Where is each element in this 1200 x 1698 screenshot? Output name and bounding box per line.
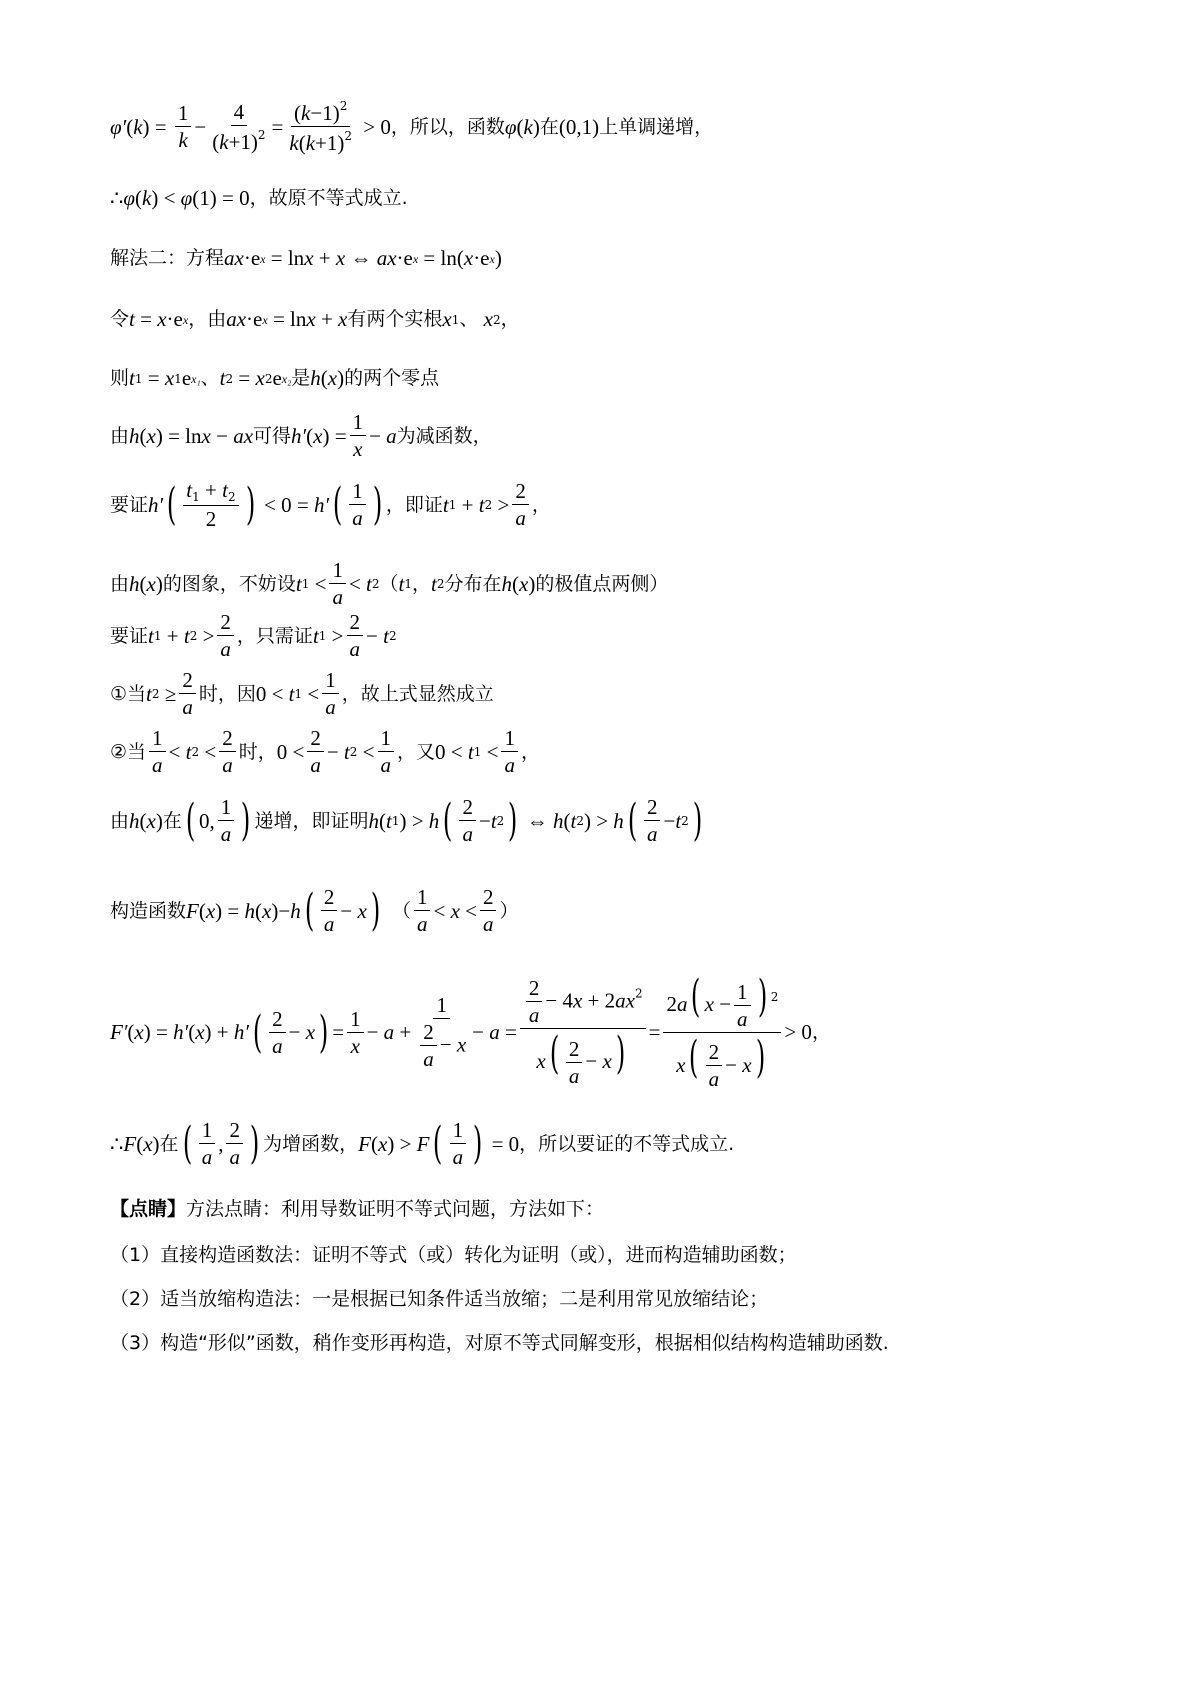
text-fragment: ①当 — [110, 682, 147, 705]
let-t-line: 令 t = x ·e x ，由 ax ·e x = ln x + x 有两个实根 x 1 、 x 2 ， — [110, 307, 520, 331]
text-fragment: 为增函数， — [263, 1132, 359, 1155]
text-fragment: 在 — [159, 1132, 179, 1155]
derivative-phi-line: φ′ ( k ) = $\frac{1}{k}$ − $\frac{4}{(k+1)^2}$ = $\frac{(k-1)^2}{k(k+1)^2}$ > 0 ，所以，函数 φ ( k ) 在 ( 0,1 ) 上单调递增， — [110, 99, 714, 155]
text-fragment: 有两个实根 — [347, 308, 443, 330]
method-two-line: 解法二：方程 ax ·e x = ln x + x ⇔ ax ·e x = ln ( x ·e x ) — [110, 246, 502, 270]
tip-item-3 — [110, 1334, 889, 1353]
final-line: ∴ F ( x ) 在 ( $\frac{1}{a}$ , $\frac{2}{a}$ ) 为增函数， F ( x ) > F ( $\frac{1}{a}$ ) = 0 ，所以要证的不等式成立. — [110, 1118, 735, 1169]
case-two-line: ②当 $\frac{1}{a}$ < t 2 < $\frac{2}{a}$ 时， 0 < $\frac{2}{a}$ − t 2 < $\frac{1}{a}$ ，又 0 < t 1 < $\frac{1}{a}$ ， — [110, 726, 540, 777]
tip-item-2 — [110, 1290, 768, 1309]
tip-heading — [110, 1200, 604, 1219]
assume-line: 由 h ( x ) 的图象，不妨设 t 1 < $\frac{1}{a}$ < t 2 （ t 1 ， t 2 分布在 h ( x ) 的极值点两侧） — [110, 558, 669, 609]
text-fragment: ，只需证 — [236, 624, 313, 647]
text-fragment: ） — [499, 899, 519, 922]
text-fragment: 构造函数 — [110, 899, 187, 922]
suffice-line: 要证 t 1 + t 2 > $\frac{2}{a}$ ，只需证 t 1 > $\frac{2}{a}$ − t 2 — [110, 610, 397, 661]
text-fragment: 分布在 — [444, 572, 502, 595]
increasing-line: 由 h ( x ) 在 ( 0, $\frac{1}{a}$ ) 递增，即证明 h ( t 1 ) > h ( $\frac{2}{a}$ − t 2 ) ⇔ h ( t 2 ) > h ( $\frac{2}{a}$ − t 2 ) — [110, 795, 703, 846]
text-fragment: ，所以要证的不等式成立. — [519, 1132, 735, 1155]
text-fragment: 、 — [459, 308, 479, 330]
text-fragment: ，又 — [397, 740, 436, 763]
tip-text: 方法点睛：利用导数证明不等式问题，方法如下： — [186, 1198, 605, 1220]
text-fragment: 在 — [162, 809, 182, 832]
h-derivative-line: 由 h ( x ) = ln x − ax 可得 h′ ( x ) = $\frac{1}{x}$ − a 为减函数， — [110, 410, 492, 461]
text-fragment: 的图象，不妨设 — [162, 572, 296, 595]
conclusion-line: ∴ φ ( k ) < φ ( 1 ) = 0 ，故原不等式成立. — [110, 186, 408, 210]
text-fragment: 由 — [110, 424, 130, 447]
text-fragment: 要证 — [110, 624, 149, 647]
tip-item-text: （1）直接构造函数法：证明不等式（或）转化为证明（或），进而构造辅助函数； — [110, 1244, 797, 1266]
tip-item-text: （2）适当放缩构造法：一是根据已知条件适当放缩；二是利用常见放缩结论； — [110, 1288, 769, 1310]
text-fragment: 是 — [291, 367, 311, 389]
text-fragment: 递增，即证明 — [254, 809, 369, 832]
tip-label: 【点睛】 — [110, 1198, 187, 1220]
text-fragment: 由 — [110, 809, 130, 832]
text-fragment: 可得 — [253, 424, 292, 447]
zeros-line: 则 t 1 = x 1 e x₁ 、 t 2 = x 2 e x₂ 是 h ( x ) 的两个零点 — [110, 366, 440, 390]
text-fragment: 时， — [238, 740, 277, 763]
text-fragment: （ — [379, 572, 399, 595]
text-fragment: 为减函数， — [396, 424, 492, 447]
text-fragment: 、 — [200, 367, 220, 389]
text-fragment: 则 — [110, 367, 130, 389]
text-fragment: ，由 — [188, 308, 227, 330]
text-fragment: 由 — [110, 572, 130, 595]
text-fragment: 时，因 — [198, 682, 256, 705]
text-fragment: ， — [412, 572, 432, 595]
text-fragment: 上单调递增， — [599, 115, 714, 138]
tip-item-1 — [110, 1246, 797, 1265]
F-derivative-line: F′ ( x ) = h′ ( x ) + h′ ( $\frac{2}{a}$ − x ) = $\frac{1}{x}$ − a + 1 $\frac{2}{a}$ − x − a = $\frac{2}{a}$ − $4x + 2ax^2$ x( $\frac{2}{a}$ − x) = 2a( x − $\frac{1}{a}$ ) $^2$ x( $\frac{2}{a}$ − x) > 0 ， — [110, 971, 831, 1091]
tip-item-text: （3）构造“形似”函数，稍作变形再构造，对原不等式同解变形，根据相似结构构造辅助函数. — [110, 1332, 889, 1354]
text-fragment: ②当 — [110, 740, 147, 763]
to-prove-line: 要证 h′ ( $\frac{t_1 + t_2}{2}$ ) < 0 = h′ ( $\frac{1}{a}$ ) ，即证 t 1 + t 2 > $\frac{2}{a}$ ， — [110, 478, 551, 531]
text-fragment: ，所以，函数 — [390, 115, 505, 138]
text-fragment: 令 — [110, 308, 130, 330]
text-fragment: ，即证 — [385, 493, 443, 516]
text-fragment: 要证 — [110, 493, 149, 516]
construct-line: 构造函数 F ( x ) = h ( x ) − h ( $\frac{2}{a}$ − x ) （ $\frac{1}{a}$ < x < $\frac{2}{a}$ ） — [110, 885, 519, 936]
text-fragment: 的两个零点 — [344, 367, 440, 389]
case-one-line: ①当 t 2 ≥ $\frac{2}{a}$ 时，因 0 < t 1 < $\frac{1}{a}$ ，故上式显然成立 — [110, 668, 494, 719]
text-fragment: （ — [391, 899, 411, 922]
text-fragment: 解法二：方程 — [110, 247, 225, 269]
text-fragment: ，故原不等式成立. — [249, 187, 408, 209]
text-fragment: ，故上式显然成立 — [341, 682, 494, 705]
text-fragment: 的极值点两侧） — [535, 572, 669, 595]
text-fragment: 在 — [539, 115, 559, 138]
